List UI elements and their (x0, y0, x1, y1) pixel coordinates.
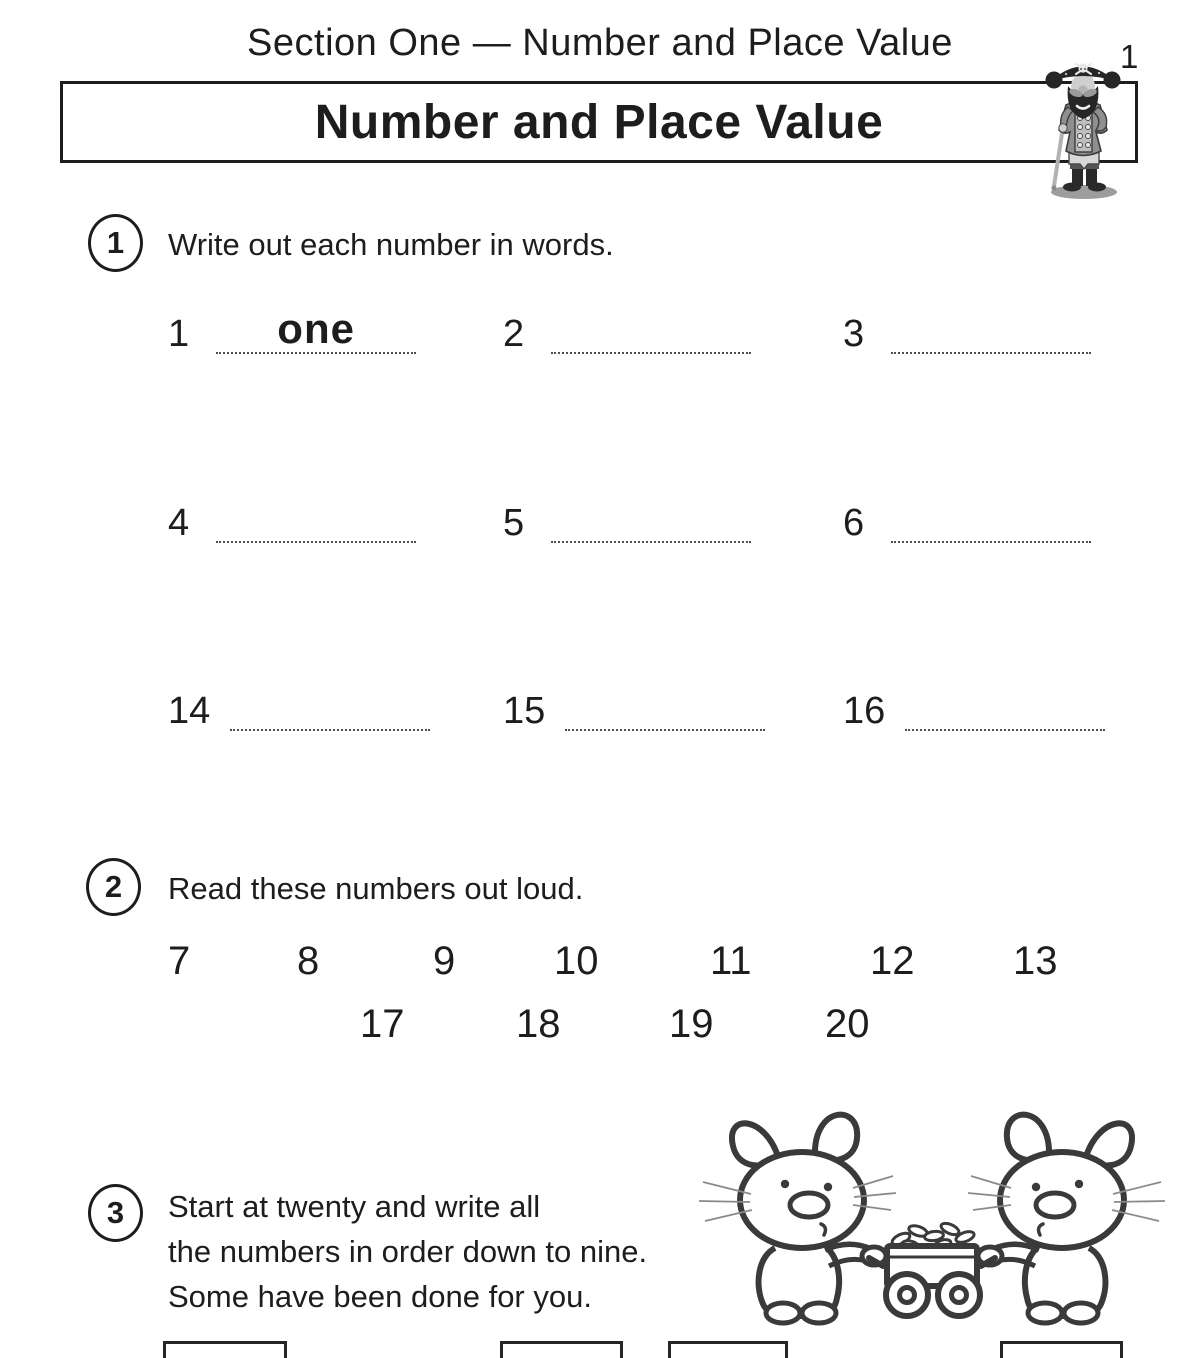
q1-item-4 (168, 495, 416, 543)
q1-answer-line-2[interactable] (551, 306, 751, 354)
q2-number: 18 (516, 1002, 561, 1046)
q2-number: 7 (168, 939, 191, 983)
q1-item-number: 5 (503, 502, 525, 544)
q2-number: 19 (669, 1002, 714, 1046)
section-header: Section One — Number and Place Value (247, 22, 953, 64)
q2-number: 11 (710, 939, 752, 983)
q1-answer-line-4[interactable] (216, 495, 416, 543)
q3-prompt-line-2: the numbers in order down to nine. (168, 1234, 648, 1269)
q2-number: 17 (360, 1002, 405, 1046)
page-title: Number and Place Value (314, 95, 884, 149)
question-3-badge: 3 (88, 1184, 143, 1242)
q1-answer-line-14[interactable] (230, 683, 430, 731)
q1-answer-line-3[interactable] (891, 306, 1091, 354)
q2-number: 13 (1013, 939, 1058, 983)
q1-item-6 (843, 495, 1091, 543)
q1-item-2 (503, 306, 751, 354)
q1-answer-line-5[interactable] (551, 495, 751, 543)
q3-prompt-line-1: Start at twenty and write all (168, 1189, 541, 1224)
q1-answer-line-16[interactable] (905, 683, 1105, 731)
q2-number: 9 (433, 939, 456, 983)
rabbits-cart-icon (697, 1098, 1167, 1333)
q1-answer-line-1[interactable] (216, 306, 416, 354)
q2-number: 8 (297, 939, 320, 983)
q1-item-number: 14 (168, 690, 211, 732)
sequence-answer-box-3[interactable] (668, 1341, 788, 1358)
question-2-badge: 2 (86, 858, 141, 916)
q2-number: 20 (825, 1002, 870, 1046)
q1-item-16 (843, 683, 1105, 731)
q3-prompt-line-3: Some have been done for you. (168, 1279, 592, 1314)
q1-item-number: 3 (843, 313, 865, 355)
q1-item-number: 6 (843, 502, 865, 544)
q1-item-15 (503, 683, 765, 731)
question-1-badge: 1 (88, 214, 143, 272)
q1-item-3 (843, 306, 1091, 354)
q1-item-number: 15 (503, 690, 546, 732)
q1-item-number: 4 (168, 502, 190, 544)
q2-number: 12 (870, 939, 915, 983)
q1-answer-line-15[interactable] (565, 683, 765, 731)
question-1-prompt: Write out each number in words. (168, 227, 614, 262)
q1-item-1 (168, 306, 416, 354)
question-2-prompt: Read these numbers out loud. (168, 871, 584, 906)
question-3-prompt (168, 1184, 647, 1319)
q1-answer-text: one (277, 305, 355, 352)
q2-number: 10 (554, 939, 599, 983)
sequence-answer-box-2[interactable] (500, 1341, 623, 1358)
sequence-answer-box-4[interactable] (1000, 1341, 1123, 1358)
q1-item-5 (503, 495, 751, 543)
q1-item-number: 1 (168, 313, 190, 355)
q1-answer-line-6[interactable] (891, 495, 1091, 543)
q1-item-number: 16 (843, 690, 886, 732)
q1-item-14 (168, 683, 430, 731)
pirate-icon (1036, 50, 1128, 200)
title-box (60, 81, 1138, 163)
q1-item-number: 2 (503, 313, 525, 355)
sequence-answer-box-1[interactable] (163, 1341, 287, 1358)
page-number: 1 (1120, 38, 1139, 75)
